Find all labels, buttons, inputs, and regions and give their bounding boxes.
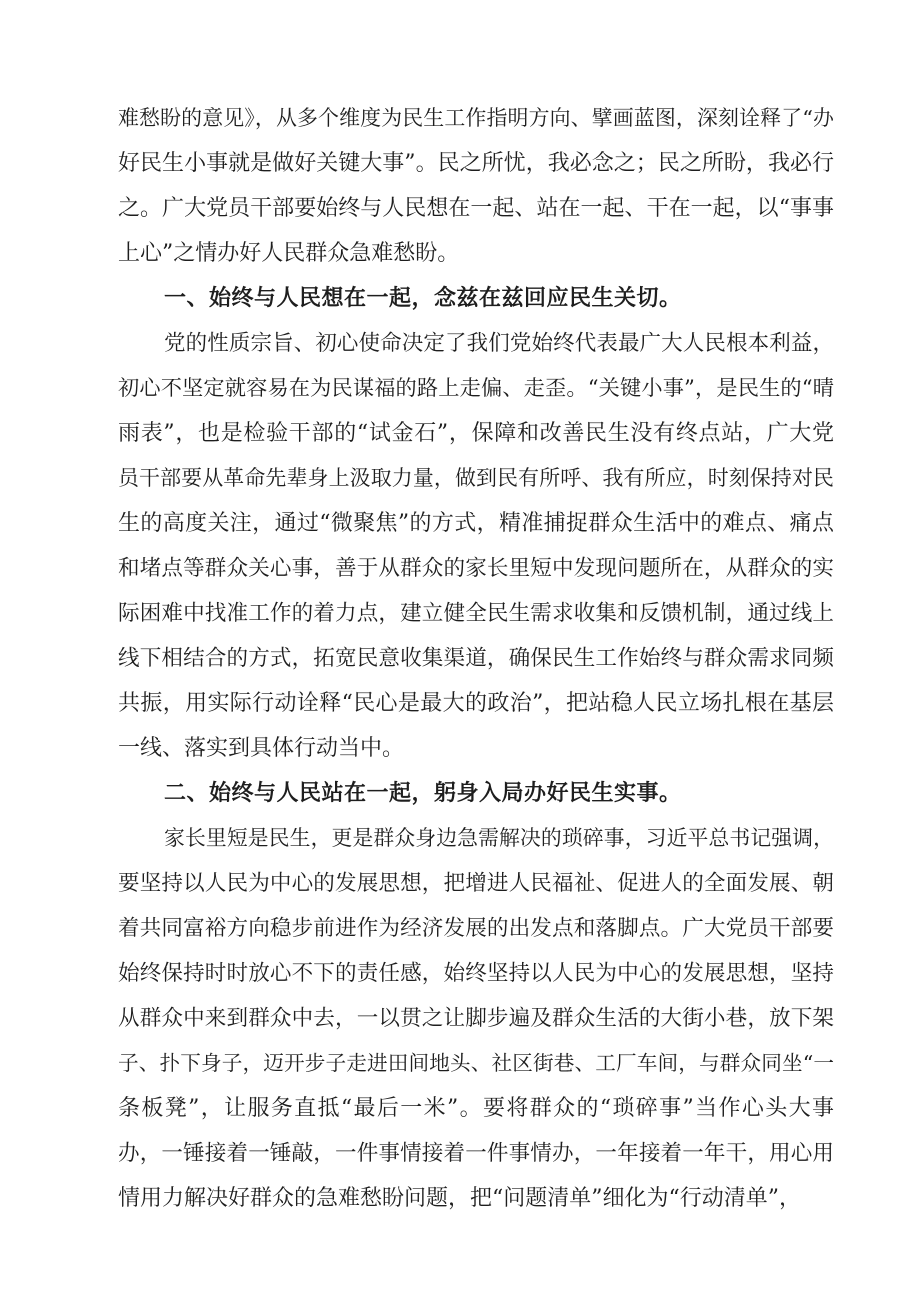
- text-line: 员干部要从革命先辈身上汲取力量，做到民有所呼、我有所应，时刻保持对民: [118, 466, 834, 490]
- text-line: 条板凳”，让服务直抵“最后一米”。要将群众的“琐碎事”当作心头大事: [118, 1096, 834, 1121]
- text-line: 线下相结合的方式，拓宽民意收集渠道，确保民生工作始终与群众需求同频: [118, 646, 834, 671]
- text-line: 初心不坚定就容易在为民谋福的路上走偏、走歪。“关键小事”，是民生的“晴: [118, 376, 834, 401]
- text-line: 上心”之情办好人民群众急难愁盼。: [118, 241, 460, 266]
- heading-line: 二、始终与人民站在一起，躬身入局办好民生实事。: [164, 781, 682, 806]
- text-line: 际困难中找准工作的着力点，建立健全民生需求收集和反馈机制，通过线上: [118, 601, 834, 626]
- heading-line: 一、始终与人民想在一起，念兹在兹回应民生关切。: [164, 286, 682, 311]
- section-heading: [118, 771, 834, 816]
- section-heading: [118, 276, 834, 321]
- paragraph: [118, 321, 834, 771]
- text-line: 雨表”，也是检验干部的“试金石”，保障和改善民生没有终点站，广大党: [118, 421, 834, 446]
- text-line: 着共同富裕方向稳步前进作为经济发展的出发点和落脚点。广大党员干部要: [118, 916, 834, 941]
- text-line: 生的高度关注，通过“微聚焦”的方式，精准捕捉群众生活中的难点、痛点: [118, 511, 834, 536]
- text-line: 和堵点等群众关心事，善于从群众的家长里短中发现问题所在，从群众的实: [118, 556, 834, 581]
- text-line: 情用力解决好群众的急难愁盼问题，把“问题清单”细化为“行动清单”，: [118, 1186, 801, 1211]
- text-line: 难愁盼的意见》，从多个维度为民生工作指明方向、擘画蓝图，深刻诠释了“办: [118, 106, 834, 130]
- text-line: 一线、落实到具体行动当中。: [118, 736, 405, 761]
- text-line: 办，一锤接着一锤敲，一件事情接着一件事情办，一年接着一年干，用心用: [118, 1141, 834, 1166]
- document-page: [118, 96, 834, 1221]
- text-line: 家长里短是民生，更是群众身边急需解决的琐碎事，习近平总书记强调，: [164, 826, 834, 850]
- text-line: 子、扑下身子，迈开步子走进田间地头、社区街巷、工厂车间，与群众同坐“一: [118, 1051, 834, 1075]
- text-line: 始终保持时时放心不下的责任感，始终坚持以人民为中心的发展思想，坚持: [118, 961, 834, 986]
- text-line: 党的性质宗旨、初心使命决定了我们党始终代表最广大人民根本利益，: [164, 331, 834, 356]
- paragraph: [118, 96, 834, 276]
- text-line: 从群众中来到群众中去，一以贯之让脚步遍及群众生活的大街小巷，放下架: [118, 1006, 834, 1031]
- text-line: 好民生小事就是做好关键大事”。民之所忧，我必念之；民之所盼，我必行: [118, 151, 834, 176]
- text-line: 共振，用实际行动诠释“民心是最大的政治”，把站稳人民立场扎根在基层: [118, 691, 834, 716]
- paragraph: [118, 816, 834, 1221]
- text-line: 之。广大党员干部要始终与人民想在一起、站在一起、干在一起，以“事事: [118, 196, 834, 221]
- text-line: 要坚持以人民为中心的发展思想，把增进人民福祉、促进人的全面发展、朝: [118, 871, 834, 896]
